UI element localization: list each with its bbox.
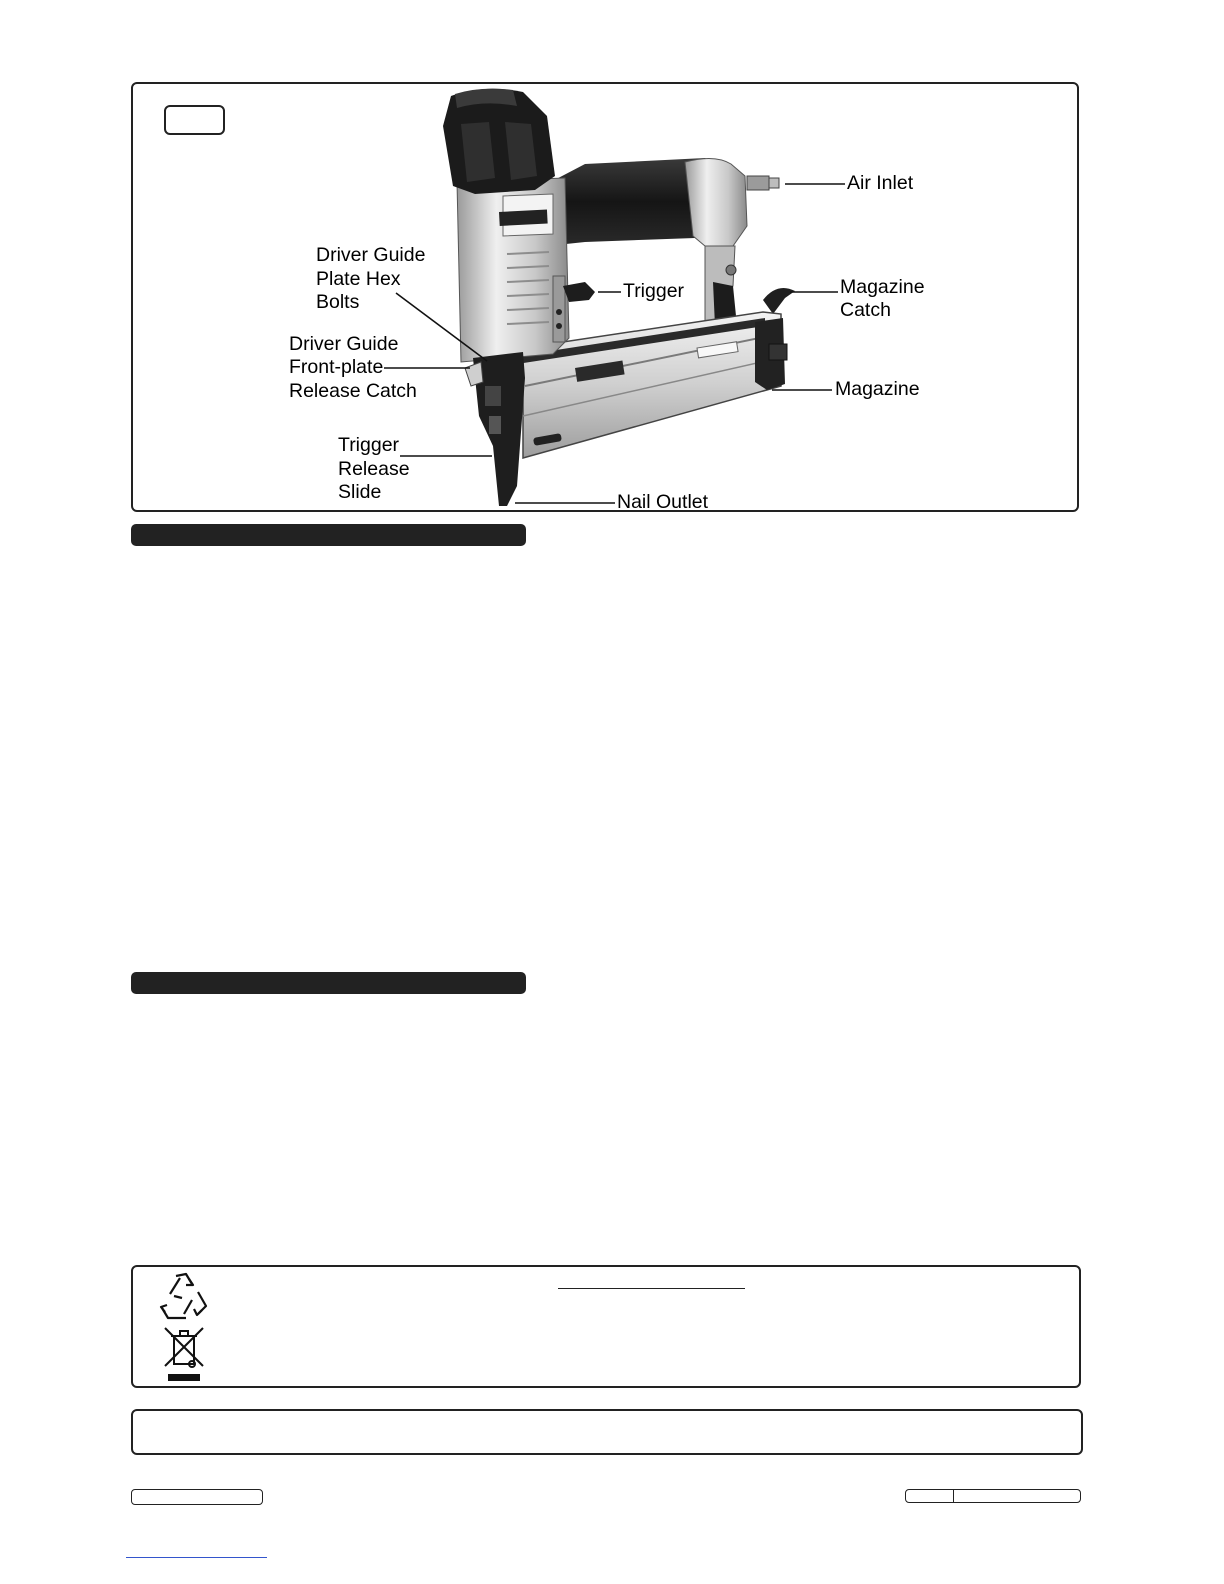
footer-issue-box (905, 1489, 1081, 1503)
hex-bolts-label-line2: Plate Hex (316, 268, 401, 290)
magazine-label: Magazine (835, 378, 920, 400)
release-slide-label-line2: Release (338, 458, 410, 480)
hex-bolts-label-line1: Driver Guide (316, 244, 426, 266)
footer-model-box (131, 1489, 263, 1505)
air-inlet-label: Air Inlet (847, 172, 914, 194)
release-catch-label-line2: Front-plate (289, 356, 384, 378)
section-header-bar (131, 524, 526, 546)
callout-lines (0, 0, 1224, 600)
section-header-bar (131, 972, 526, 994)
magazine-catch-label-line2: Catch (840, 299, 891, 321)
note-box (131, 1409, 1083, 1455)
release-catch-label-line1: Driver Guide (289, 333, 399, 355)
magazine-catch-label-line1: Magazine (840, 276, 925, 298)
bottom-link-underline[interactable] (126, 1557, 267, 1558)
release-slide-label-line3: Slide (338, 481, 382, 503)
environment-protection-box (131, 1265, 1081, 1388)
release-catch-label-line3: Release Catch (289, 380, 417, 402)
link-underline (558, 1288, 745, 1289)
release-slide-label-line1: Trigger (338, 434, 400, 456)
recycle-icon (156, 1270, 212, 1324)
crossed-bin-icon (162, 1326, 206, 1384)
trigger-label: Trigger (623, 280, 685, 302)
hex-bolts-leader (396, 293, 487, 361)
nail-outlet-label: Nail Outlet (617, 491, 709, 513)
footer-issue-divider (953, 1489, 954, 1503)
hex-bolts-label-line3: Bolts (316, 291, 360, 313)
